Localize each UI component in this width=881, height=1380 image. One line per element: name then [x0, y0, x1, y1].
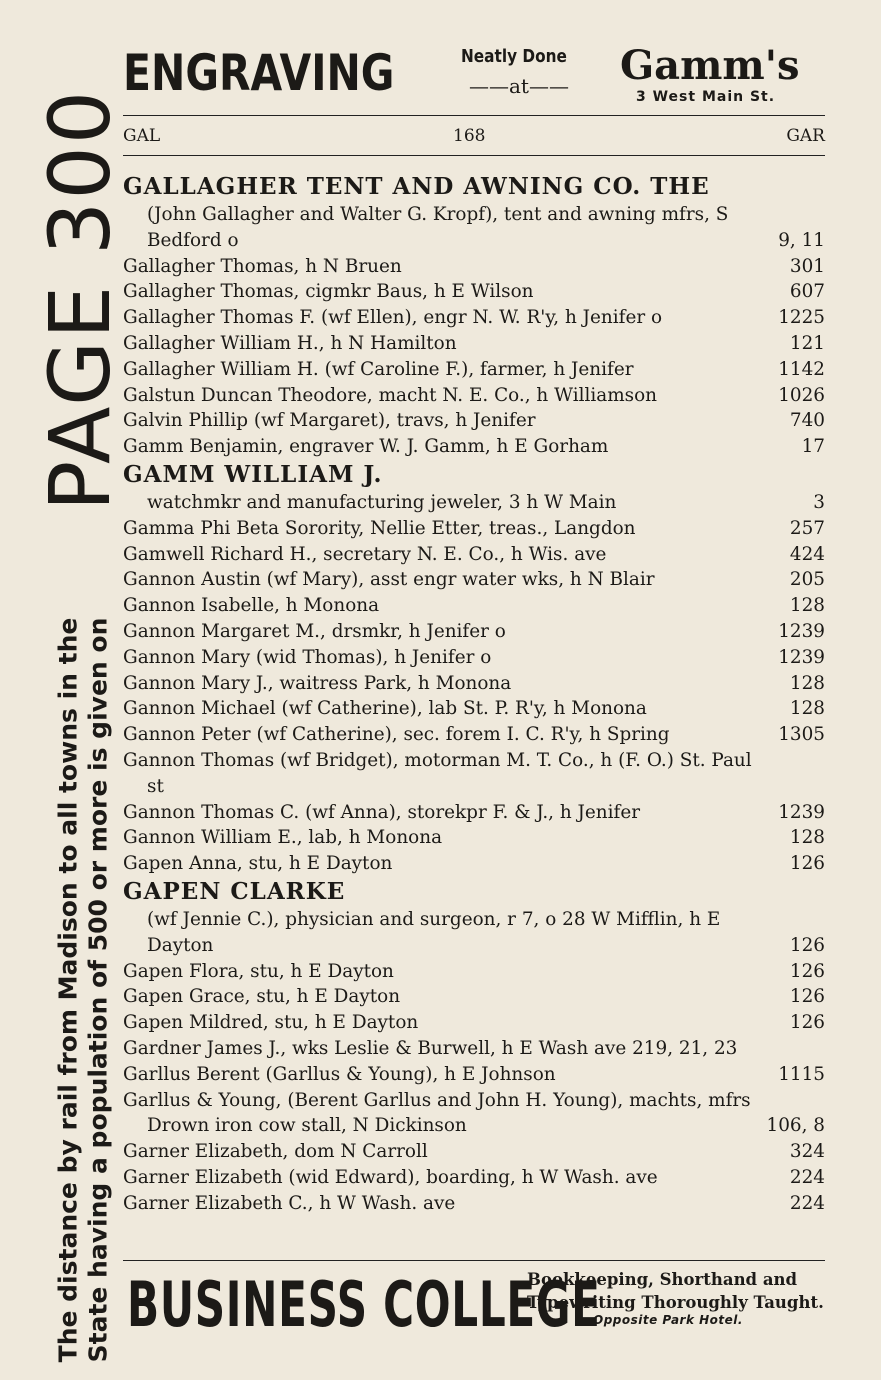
footer-rule [123, 1260, 825, 1261]
college-location: Opposite Park Hotel. [593, 1313, 743, 1327]
directory-entry [123, 645, 825, 671]
directory-entry [123, 800, 825, 826]
entry-body: (wf Jennie C.), physician and surgeon, r 7, o 28 W Mifflin, h E Dayton [147, 908, 721, 956]
entry-number: 1239 [778, 620, 825, 642]
directory-entry [123, 516, 825, 542]
directory-entry [123, 567, 825, 593]
entry-number: 324 [789, 1141, 825, 1163]
running-head-right: GAR [786, 126, 825, 146]
entry-number: 1115 [778, 1063, 825, 1085]
side-note-text-2: State having a population of 500 or more is given on [83, 617, 113, 1363]
entry-number: 1239 [778, 801, 825, 823]
bottom-advertisement [123, 1268, 825, 1341]
directory-entry [123, 408, 825, 434]
directory-entry [123, 1062, 825, 1088]
directory-entry [123, 1010, 825, 1036]
entry-heading: GAMM WILLIAM J. [123, 460, 383, 488]
directory-entry [123, 1139, 825, 1165]
entry-number: 424 [789, 543, 825, 565]
entry-number: 301 [789, 255, 825, 277]
entry-text: Gannon Michael (wf Catherine), lab St. P. R'y, h Monona [123, 698, 647, 720]
entry-text: Gannon Thomas C. (wf Anna), storekpr F. & J., h Jenifer [123, 801, 641, 823]
entry-text: Gapen Mildred, stu, h E Dayton [123, 1012, 419, 1034]
entry-text: Gannon Margaret M., drsmkr, h Jenifer o [123, 620, 506, 642]
college-line-2: Typewriting Thoroughly Taught. [527, 1293, 824, 1312]
entry-text: Garllus Berent (Garllus & Young), h E Johnson [123, 1063, 556, 1085]
gamm-name: Gamm's [620, 42, 800, 89]
directory-entry [123, 542, 825, 568]
page-number: 168 [453, 126, 486, 146]
directory-entry [123, 984, 825, 1010]
entry-text: Gamma Phi Beta Sorority, Nellie Etter, treas., Langdon [123, 517, 636, 539]
entry-text: Gapen Flora, stu, h E Dayton [123, 960, 394, 982]
entry-text: Gannon Mary (wid Thomas), h Jenifer o [123, 646, 492, 668]
college-description [527, 1268, 827, 1314]
entry-body: (John Gallagher and Walter G. Kropf), tent and awning mfrs, S Bedford o [147, 204, 729, 251]
entry-number: 128 [789, 595, 825, 617]
directory-entry [123, 254, 825, 280]
directory-entry [123, 671, 825, 697]
entry-number: 9, 11 [778, 229, 825, 251]
entry-number: 126 [789, 934, 825, 956]
entry-number: 607 [789, 281, 825, 303]
entry-text: Gamm Benjamin, engraver W. J. Gamm, h E Gorham [123, 436, 609, 458]
side-note-text-1: The distance by rail from Madison to all towns in the [53, 617, 83, 1363]
engraving-heading: ENGRAVING [123, 44, 395, 102]
entry-number: 1305 [778, 724, 825, 746]
directory-entry [123, 460, 825, 516]
side-note-line-2 [78, 617, 118, 1363]
entry-text: Gallagher Thomas F. (wf Ellen), engr N. W. R'y, h Jenifer o [123, 307, 663, 329]
entry-number: 205 [789, 569, 825, 591]
entry-number: 224 [789, 1192, 825, 1214]
entry-text: Gannon Peter (wf Catherine), sec. forem I. C. R'y, h Spring [123, 724, 670, 746]
directory-entry [123, 877, 825, 959]
entry-text: Garllus & Young, (Berent Garllus and John H. Young), machts, mfrs Drown iron cow stall, N Dickinson [123, 1089, 751, 1137]
entry-text: Gannon Austin (wf Mary), asst engr water wks, h N Blair [123, 569, 655, 591]
directory-entry [123, 1036, 825, 1062]
entry-text: Gallagher William H. (wf Caroline F.), farmer, h Jenifer [123, 358, 634, 380]
entry-heading: GALLAGHER TENT AND AWNING CO. THE [123, 173, 710, 200]
running-head [123, 120, 825, 150]
top-rule [123, 115, 825, 116]
entry-text: Gannon Mary J., waitress Park, h Monona [123, 672, 512, 694]
entry-text: Gallagher Thomas, cigmkr Baus, h E Wilson [123, 281, 534, 303]
directory-entry [123, 383, 825, 409]
entry-text: Gapen Anna, stu, h E Dayton [123, 853, 393, 875]
directory-entry [123, 825, 825, 851]
directory-entry [123, 851, 825, 877]
entry-number: 106, 8 [766, 1115, 825, 1137]
directory-entry [123, 172, 825, 254]
entry-number: 257 [789, 517, 825, 539]
entry-text: Gallagher Thomas, h N Bruen [123, 255, 402, 277]
directory-entry [123, 696, 825, 722]
entry-text: Gannon William E., lab, h Monona [123, 827, 443, 849]
entry-number: 1225 [778, 307, 825, 329]
entry-text: Gapen Grace, stu, h E Dayton [123, 986, 401, 1008]
entry-number: 128 [789, 698, 825, 720]
entry-text: Gamwell Richard H., secretary N. E. Co., h Wis. ave [123, 543, 607, 565]
top-advertisement [123, 40, 825, 106]
page-reference-text: PAGE 300 [31, 88, 129, 512]
entry-text: Galstun Duncan Theodore, macht N. E. Co., h Williamson [123, 384, 657, 406]
entry-text: Galvin Phillip (wf Margaret), travs, h Jenifer [123, 410, 536, 432]
entry-number: 224 [789, 1166, 825, 1188]
entry-text: Garner Elizabeth C., h W Wash. ave [123, 1192, 456, 1214]
directory-entry [123, 357, 825, 383]
directory-entries [123, 172, 825, 1216]
entry-number: 128 [789, 672, 825, 694]
directory-entry [123, 748, 825, 800]
entry-text: Garner Elizabeth, dom N Carroll [123, 1141, 428, 1163]
entry-text: Gallagher William H., h N Hamilton [123, 332, 457, 354]
entry-number: 128 [789, 827, 825, 849]
directory-entry [123, 1191, 825, 1217]
entry-number: 121 [789, 332, 825, 354]
business-college-heading: BUSINESS COLLEGE [127, 1268, 601, 1341]
entry-number: 1026 [778, 384, 825, 406]
entry-number: 126 [789, 960, 825, 982]
directory-entry [123, 279, 825, 305]
side-page-reference [30, 50, 130, 550]
directory-entry [123, 305, 825, 331]
running-head-left: GAL [123, 126, 161, 146]
entry-number: 17 [801, 436, 825, 458]
header-rule [123, 155, 825, 156]
directory-entry [123, 331, 825, 357]
entry-number: 740 [789, 410, 825, 432]
neatly-done-text: Neatly Done [461, 46, 567, 67]
entry-number: 1142 [778, 358, 825, 380]
gamm-address: 3 West Main St. [636, 89, 776, 105]
entry-number: 1239 [778, 646, 825, 668]
directory-entry [123, 959, 825, 985]
directory-entry [123, 593, 825, 619]
directory-entry [123, 1088, 825, 1140]
directory-entry [123, 619, 825, 645]
entry-text: Gannon Isabelle, h Monona [123, 595, 380, 617]
entry-number: 126 [789, 853, 825, 875]
directory-entry [123, 1165, 825, 1191]
at-text: ——at—— [469, 74, 569, 98]
entry-text: Gannon Thomas (wf Bridget), motorman M. T. Co., h (F. O.) St. Paul st [123, 749, 752, 797]
entry-number: 126 [789, 1012, 825, 1034]
directory-entry [123, 722, 825, 748]
entry-heading: GAPEN CLARKE [123, 877, 346, 905]
entry-body: watchmkr and manufacturing jeweler, 3 h W Main [147, 491, 617, 513]
entry-text: Gardner James J., wks Leslie & Burwell, h E Wash ave 219, 21, 23 [123, 1037, 738, 1059]
entry-number: 3 [813, 491, 825, 513]
entry-text: Garner Elizabeth (wid Edward), boarding, h W Wash. ave [123, 1166, 658, 1188]
college-line-1: Bookkeeping, Shorthand and [527, 1270, 798, 1289]
directory-entry [123, 434, 825, 460]
entry-number: 126 [789, 986, 825, 1008]
